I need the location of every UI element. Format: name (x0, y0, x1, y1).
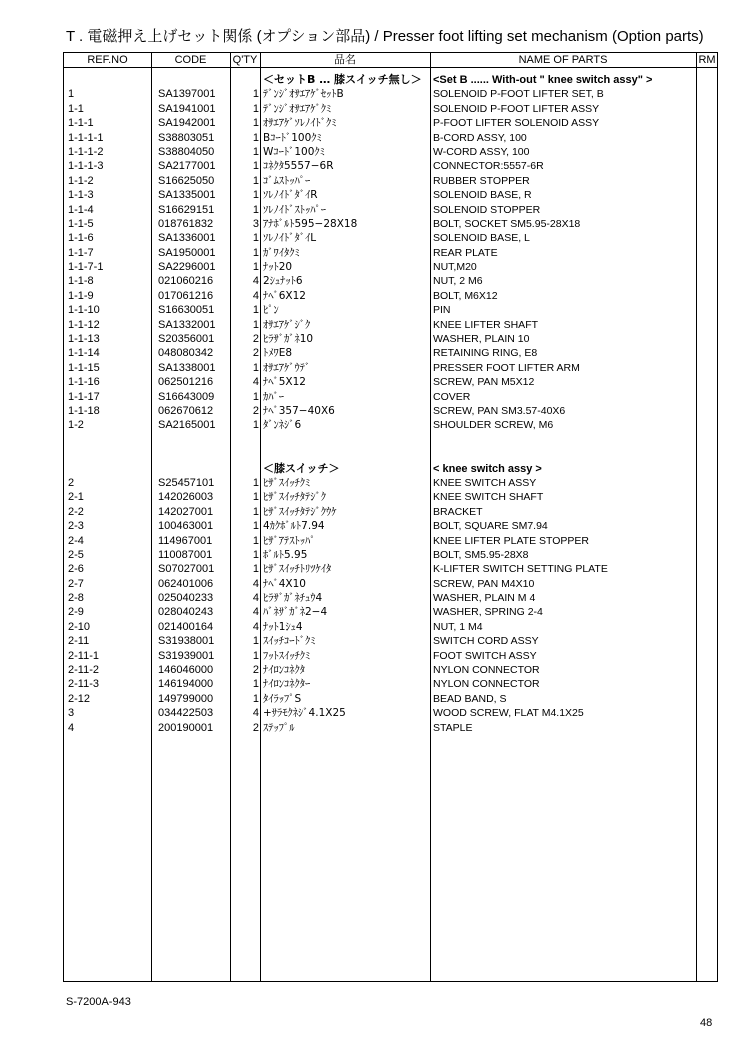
ref-no-cell: 2-3 (68, 520, 84, 533)
qty-cell: 1 (252, 505, 259, 518)
code-cell: 017061216 (158, 289, 214, 302)
ref-no-cell: 2-1 (68, 491, 84, 504)
qty-cell: 1 (252, 548, 259, 561)
jp-name-cell: ﾎﾞﾙﾄ5.95 (263, 548, 308, 561)
part-name-cell: NYLON CONNECTOR (433, 664, 540, 677)
ref-no-cell: 2-7 (68, 577, 84, 590)
jp-name-cell: ｿﾚﾉｲﾄﾞｽﾄｯﾊﾟｰ (263, 203, 326, 216)
qty-cell: 3 (252, 217, 259, 230)
code-cell: SA1942001 (158, 117, 216, 130)
jp-name-cell: ｺﾈｸﾀ5557−6R (263, 160, 334, 173)
table-row (64, 217, 717, 231)
table-row (64, 116, 717, 130)
table-row (64, 418, 717, 432)
ref-no-cell: 1-1 (68, 102, 84, 115)
code-cell: 200190001 (158, 721, 214, 734)
part-name-cell: SOLENOID P-FOOT LIFTER SET, B (433, 88, 604, 101)
section-heading-row (64, 462, 717, 476)
qty-cell (230, 447, 259, 461)
table-row (64, 649, 717, 663)
code-cell: S31938001 (158, 635, 215, 648)
ref-no-cell: 1-1-4 (68, 203, 94, 216)
qty-cell: 1 (252, 534, 259, 547)
code-cell: S16630051 (158, 304, 215, 317)
ref-no-cell: 2-6 (68, 563, 84, 576)
part-name-cell: NUT, 2 M6 (433, 275, 483, 288)
part-name-cell: NUT, 1 M4 (433, 620, 483, 633)
header-rm: RM (698, 54, 716, 66)
header-qty: Q'TY (232, 54, 258, 66)
document-code: S-7200A-943 (66, 996, 131, 1008)
ref-no-cell: 1-1-6 (68, 232, 94, 245)
table-row (64, 361, 717, 375)
qty-cell: 1 (252, 261, 259, 274)
part-name-cell: WOOD SCREW, FLAT M4.1X25 (433, 707, 584, 720)
code-cell: 018761832 (158, 217, 214, 230)
table-row (64, 203, 717, 217)
qty-cell (230, 462, 259, 476)
code-cell: 142027001 (158, 505, 214, 518)
code-cell: S38804050 (158, 145, 215, 158)
table-row (64, 289, 717, 303)
table-row (64, 274, 717, 288)
table-row (64, 102, 717, 116)
part-name-cell: RETAINING RING, E8 (433, 347, 538, 360)
qty-cell: 4 (252, 620, 259, 633)
code-cell: S25457101 (158, 476, 215, 489)
jp-name-cell: ｿﾚﾉｲﾄﾞﾀﾞｲR (263, 189, 318, 202)
part-name-cell: KNEE LIFTER PLATE STOPPER (433, 534, 589, 547)
jp-name-cell: ﾃﾞﾝｼﾞｵｻｴｱｹﾞｾｯﾄB (263, 88, 344, 101)
part-name-cell: WASHER, PLAIN M 4 (433, 592, 536, 605)
table-row (64, 505, 717, 519)
code-cell: SA1335001 (158, 189, 216, 202)
table-row (64, 548, 717, 562)
jp-name-cell: ｺﾞﾑｽﾄｯﾊﾟｰ (263, 174, 311, 187)
part-name-cell: WASHER, PLAIN 10 (433, 333, 530, 346)
part-name-cell: P-FOOT LIFTER SOLENOID ASSY (433, 117, 600, 130)
table-row (64, 145, 717, 159)
qty-cell: 4 (252, 376, 259, 389)
ref-no-cell: 2-8 (68, 592, 84, 605)
code-cell: 114967001 (158, 534, 213, 547)
code-cell: 034422503 (158, 707, 214, 720)
jp-name-cell: ﾅｲﾛﾝｺﾈｸﾀ (263, 664, 305, 677)
jp-name-cell: ｶﾞﾜｲﾀｸﾐ (263, 246, 300, 259)
table-row (64, 519, 717, 533)
table-row (64, 390, 717, 404)
code-cell: 110087001 (158, 548, 213, 561)
code-cell: SA1338001 (158, 361, 216, 374)
ref-no-cell: 2-10 (68, 620, 91, 633)
table-row (64, 188, 717, 202)
table-row (64, 131, 717, 145)
ref-no-cell: 1-1-9 (68, 289, 94, 302)
part-name-cell: BOLT, SM5.95-28X8 (433, 548, 529, 561)
code-cell: 025040233 (158, 592, 214, 605)
qty-cell: 4 (252, 707, 259, 720)
ref-no-cell: 1-1-7-1 (68, 261, 104, 274)
ref-no-cell: 1-1-1 (68, 117, 94, 130)
jp-name-cell: Bｺｰﾄﾞ100ｸﾐ (263, 131, 322, 144)
header-name-of-parts: NAME OF PARTS (518, 54, 608, 66)
part-name-cell: REAR PLATE (433, 246, 498, 259)
jp-name-cell: ｽｲｯﾁｺｰﾄﾞｸﾐ (263, 635, 316, 648)
ref-no-cell: 2-11 (68, 635, 90, 648)
qty-cell: 1 (252, 361, 259, 374)
part-name-cell: SOLENOID STOPPER (433, 203, 541, 216)
table-row (64, 231, 717, 245)
qty-cell: 1 (252, 189, 259, 202)
table-row (64, 706, 717, 720)
part-name-cell: K-LIFTER SWITCH SETTING PLATE (433, 563, 608, 576)
part-name-cell: SOLENOID BASE, L (433, 232, 530, 245)
code-cell: 146194000 (158, 678, 214, 691)
code-cell: SA1336001 (158, 232, 216, 245)
jp-name-cell: 4ｶｸﾎﾞﾙﾄ7.94 (263, 520, 325, 533)
ref-no-cell: 1-1-10 (68, 304, 100, 317)
part-name-cell (433, 433, 695, 447)
table-row (64, 346, 717, 360)
qty-cell: 1 (252, 491, 259, 504)
code-cell: 100463001 (158, 520, 214, 533)
qty-cell: 1 (252, 678, 259, 691)
jp-name-cell: ﾄﾒﾜE8 (263, 347, 293, 360)
code-cell: S20356001 (158, 333, 215, 346)
part-name-cell: BEAD BAND, S (433, 692, 507, 705)
ref-no-cell: 1-1-1-2 (68, 145, 104, 158)
table-row (64, 534, 717, 548)
ref-no-cell: 2-12 (68, 692, 91, 705)
jp-name-cell: ﾋｻﾞｽｲｯﾁｸﾐ (263, 476, 311, 489)
jp-name-cell (263, 433, 428, 447)
table-row (64, 634, 717, 648)
qty-cell: 4 (252, 606, 259, 619)
ref-no-cell: 1-1-1-3 (68, 160, 104, 173)
table-row (64, 663, 717, 677)
qty-cell: 4 (252, 577, 259, 590)
part-name-cell: BOLT, SQUARE SM7.94 (433, 520, 548, 533)
ref-no-cell: 1-1-5 (68, 217, 94, 230)
qty-cell: 4 (252, 592, 259, 605)
part-name-cell: KNEE SWITCH SHAFT (433, 491, 544, 504)
table-row (64, 692, 717, 706)
page-number: 48 (700, 1017, 713, 1029)
qty-cell: 4 (252, 275, 259, 288)
ref-no-cell: 1-1-17 (68, 390, 100, 403)
ref-no-cell: 1-1-8 (68, 275, 94, 288)
ref-no-cell: 1-1-13 (68, 333, 100, 346)
part-name-cell: SOLENOID P-FOOT LIFTER ASSY (433, 102, 600, 115)
code-cell: S16643009 (158, 390, 215, 403)
table-row (64, 159, 717, 173)
qty-cell: 1 (252, 476, 259, 489)
code-cell: 142026003 (158, 491, 214, 504)
ref-no-cell: 1-1-14 (68, 347, 100, 360)
part-name-cell: BOLT, SOCKET SM5.95-28X18 (433, 217, 581, 230)
jp-name-cell: ﾋｻﾞｱﾃｽﾄｯﾊﾟ (263, 534, 316, 547)
jp-name-cell: ﾀﾞﾝﾈｼﾞ6 (263, 419, 302, 432)
ref-no-cell: 1-1-12 (68, 318, 100, 331)
ref-no-cell: 2-5 (68, 548, 84, 561)
qty-cell: 1 (252, 131, 259, 144)
ref-no-cell: 2-2 (68, 505, 84, 518)
part-name-cell: SHOULDER SCREW, M6 (433, 419, 554, 432)
table-row (64, 246, 717, 260)
qty-cell: 1 (252, 117, 259, 130)
code-cell: S38803051 (158, 131, 215, 144)
table-header (64, 53, 717, 68)
part-name-cell: B-CORD ASSY, 100 (433, 131, 527, 144)
qty-cell: 2 (252, 664, 259, 677)
code-cell: 021400164 (158, 620, 214, 633)
code-cell: 146046000 (158, 664, 214, 677)
ref-no-cell: 1-1-16 (68, 376, 100, 389)
code-cell: SA1950001 (158, 246, 216, 259)
jp-name-cell: ｿﾚﾉｲﾄﾞﾀﾞｲL (263, 232, 317, 245)
part-name-cell: <Set B ...... With-out " knee switch assy" > (433, 74, 653, 86)
jp-name-cell: ﾀｲﾗｯﾌﾟS (263, 692, 302, 705)
table-row (64, 332, 717, 346)
jp-name-cell: ﾅｲﾛﾝｺﾈｸﾀｰ (263, 678, 311, 691)
table-row (64, 260, 717, 274)
jp-name-cell: ﾋﾗｻﾞｶﾞﾈﾁｭｳ4 (263, 592, 323, 605)
code-cell: S16625050 (158, 174, 215, 187)
table-row (64, 375, 717, 389)
part-name-cell: KNEE LIFTER SHAFT (433, 318, 539, 331)
code-cell: 062670612 (158, 404, 214, 417)
code-cell: SA1941001 (158, 102, 216, 115)
table-row (64, 476, 717, 490)
part-name-cell: SCREW, PAN M5X12 (433, 376, 535, 389)
qty-cell: 1 (252, 635, 259, 648)
table-row (64, 404, 717, 418)
qty-cell: 2 (252, 721, 259, 734)
ref-no-cell: 1 (68, 88, 75, 101)
part-name-cell: SCREW, PAN M4X10 (433, 577, 535, 590)
jp-name-cell (263, 447, 428, 461)
table-row (64, 433, 717, 447)
part-name-cell: KNEE SWITCH ASSY (433, 476, 537, 489)
code-cell: 028040243 (158, 606, 214, 619)
header-jp-name: 品名 (334, 54, 356, 66)
ref-no-cell: 1-2 (68, 419, 84, 432)
jp-name-cell: +ｻﾗﾓｸﾈｼﾞ4.1X25 (263, 707, 346, 720)
qty-cell: 1 (252, 692, 259, 705)
code-cell: 021060216 (158, 275, 214, 288)
table-row (64, 591, 717, 605)
ref-no-cell: 1-1-1-1 (68, 131, 104, 144)
jp-name-cell: ｵｻｴｱｹﾞｿﾚﾉｲﾄﾞｸﾐ (263, 117, 337, 130)
table-row (64, 318, 717, 332)
jp-name-cell: ﾋﾗｻﾞｶﾞﾈ10 (263, 333, 314, 346)
jp-name-cell: ﾋﾟﾝ (263, 304, 279, 317)
page-title: T . 電磁押え上げセット関係 (オプション部品) / Presser foot lifting set mechanism (Option parts) (66, 28, 704, 45)
qty-cell: 1 (252, 88, 259, 101)
ref-no-cell (68, 433, 150, 447)
code-cell: SA1397001 (158, 88, 216, 101)
part-name-cell: PIN (433, 304, 451, 317)
jp-name-cell: ﾌｯﾄｽｲｯﾁｸﾐ (263, 649, 311, 662)
section-heading-row (64, 73, 717, 87)
qty-cell: 1 (252, 203, 259, 216)
qty-cell: 2 (252, 347, 259, 360)
qty-cell: 2 (252, 333, 259, 346)
jp-name-cell: ｶﾊﾞｰ (263, 390, 284, 403)
jp-name-cell: ｵｻｴｱｹﾞｼﾞｸ (263, 318, 311, 331)
jp-name-cell: ﾅﾍﾞ6X12 (263, 289, 306, 302)
jp-name-cell: ﾋｻﾞｽｲｯﾁﾀﾃｼﾞｸｳｹ (263, 505, 337, 518)
ref-no-cell: 1-1-18 (68, 404, 100, 417)
table-row (64, 605, 717, 619)
ref-no-cell: 3 (68, 707, 75, 720)
qty-cell: 1 (252, 318, 259, 331)
jp-name-cell: ﾊﾞﾈｻﾞｶﾞﾈ2−4 (263, 606, 328, 619)
qty-cell: 1 (252, 563, 259, 576)
ref-no-cell: 1-1-15 (68, 361, 100, 374)
jp-name-cell: ﾅｯﾄ1ｼｭ4 (263, 620, 303, 633)
jp-name-cell: ｱﾅﾎﾞﾙﾄ595−28X18 (263, 217, 358, 230)
part-name-cell: COVER (433, 390, 471, 403)
part-name-cell: < knee switch assy > (433, 462, 542, 475)
jp-name-cell: ﾅﾍﾞ5X12 (263, 376, 306, 389)
code-cell: SA2177001 (158, 160, 216, 173)
jp-name-cell: ﾃﾞﾝｼﾞｵｻｴｱｹﾞｸﾐ (263, 102, 332, 115)
part-name-cell: WASHER, SPRING 2-4 (433, 606, 543, 619)
qty-cell (230, 73, 259, 87)
table-row (64, 490, 717, 504)
code-cell: 062501216 (158, 376, 214, 389)
jp-name-cell: Wｺｰﾄﾞ100ｸﾐ (263, 145, 325, 158)
ref-no-cell (68, 73, 150, 87)
code-cell: SA2296001 (158, 261, 216, 274)
qty-cell: 1 (252, 160, 259, 173)
ref-no-cell: 2-11-1 (68, 649, 99, 662)
code-cell: 149799000 (158, 692, 214, 705)
qty-cell (230, 433, 259, 447)
jp-name-cell: ｵｻｴｱｹﾞｳﾃﾞ (263, 361, 311, 374)
table-row (64, 677, 717, 691)
part-name-cell: RUBBER STOPPER (433, 174, 530, 187)
part-name-cell: CONNECTOR:5557-6R (433, 160, 544, 173)
part-name-cell: BRACKET (433, 505, 483, 518)
qty-cell: 1 (252, 520, 259, 533)
ref-no-cell: 2-4 (68, 534, 84, 547)
ref-no-cell: 2-11-2 (68, 664, 99, 677)
ref-no-cell: 2 (68, 476, 75, 489)
header-code: CODE (174, 54, 207, 66)
jp-name-cell: ﾋｻﾞｽｲｯﾁﾄﾘﾂｹｲﾀ (263, 563, 332, 576)
jp-name-cell: ﾅﾍﾞ4X10 (263, 577, 306, 590)
qty-cell: 4 (252, 289, 259, 302)
jp-name-cell: ﾋｻﾞｽｲｯﾁﾀﾃｼﾞｸ (263, 491, 326, 504)
part-name-cell: SWITCH CORD ASSY (433, 635, 539, 648)
part-name-cell: STAPLE (433, 721, 473, 734)
table-row (64, 620, 717, 634)
code-cell: S16629151 (158, 203, 215, 216)
jp-name-cell: ＜膝スイッチ＞ (263, 461, 340, 475)
qty-cell: 1 (252, 102, 259, 115)
ref-no-cell (68, 462, 150, 476)
table-row (64, 174, 717, 188)
table-row (64, 447, 717, 461)
table-row (64, 562, 717, 576)
part-name-cell: SOLENOID BASE, R (433, 189, 532, 202)
code-cell: S31939001 (158, 649, 215, 662)
qty-cell: 1 (252, 649, 259, 662)
qty-cell: 1 (252, 232, 259, 245)
part-name-cell: PRESSER FOOT LIFTER ARM (433, 361, 580, 374)
part-name-cell: FOOT SWITCH ASSY (433, 649, 537, 662)
part-name-cell: SCREW, PAN SM3.57-40X6 (433, 404, 566, 417)
code-cell: 048080342 (158, 347, 214, 360)
part-name-cell (433, 447, 695, 461)
qty-cell: 1 (252, 246, 259, 259)
table-row (64, 577, 717, 591)
qty-cell: 1 (252, 174, 259, 187)
table-row (64, 303, 717, 317)
part-name-cell: BOLT, M6X12 (433, 289, 498, 302)
parts-table (63, 52, 718, 982)
part-name-cell: NUT,M20 (433, 261, 477, 274)
jp-name-cell: ｽﾃｯﾌﾟﾙ (263, 721, 295, 734)
table-row (64, 721, 717, 735)
qty-cell: 1 (252, 390, 259, 403)
ref-no-cell: 4 (68, 721, 75, 734)
table-row (64, 87, 717, 101)
code-cell: S07027001 (158, 563, 215, 576)
part-name-cell: W-CORD ASSY, 100 (433, 145, 530, 158)
ref-no-cell: 1-1-7 (68, 246, 94, 259)
qty-cell: 1 (252, 145, 259, 158)
code-cell: SA2165001 (158, 419, 216, 432)
part-name-cell: NYLON CONNECTOR (433, 678, 540, 691)
ref-no-cell: 2-9 (68, 606, 84, 619)
jp-name-cell: ﾅﾍﾞ357−40X6 (263, 404, 335, 417)
jp-name-cell: 2ｼｭﾅｯﾄ6 (263, 275, 303, 288)
code-cell: SA1332001 (158, 318, 216, 331)
ref-no-cell: 2-11-3 (68, 678, 99, 691)
jp-name-cell: ＜セットB … 膝スイッチ無し＞ (263, 73, 422, 86)
qty-cell: 1 (252, 304, 259, 317)
jp-name-cell: ﾅｯﾄ20 (263, 261, 293, 274)
code-cell: 062401006 (158, 577, 214, 590)
table-body (64, 73, 717, 735)
qty-cell: 1 (252, 419, 259, 432)
qty-cell: 2 (252, 404, 259, 417)
ref-no-cell (68, 447, 150, 461)
header-ref-no: REF.NO (87, 54, 128, 66)
ref-no-cell: 1-1-2 (68, 174, 94, 187)
ref-no-cell: 1-1-3 (68, 189, 94, 202)
